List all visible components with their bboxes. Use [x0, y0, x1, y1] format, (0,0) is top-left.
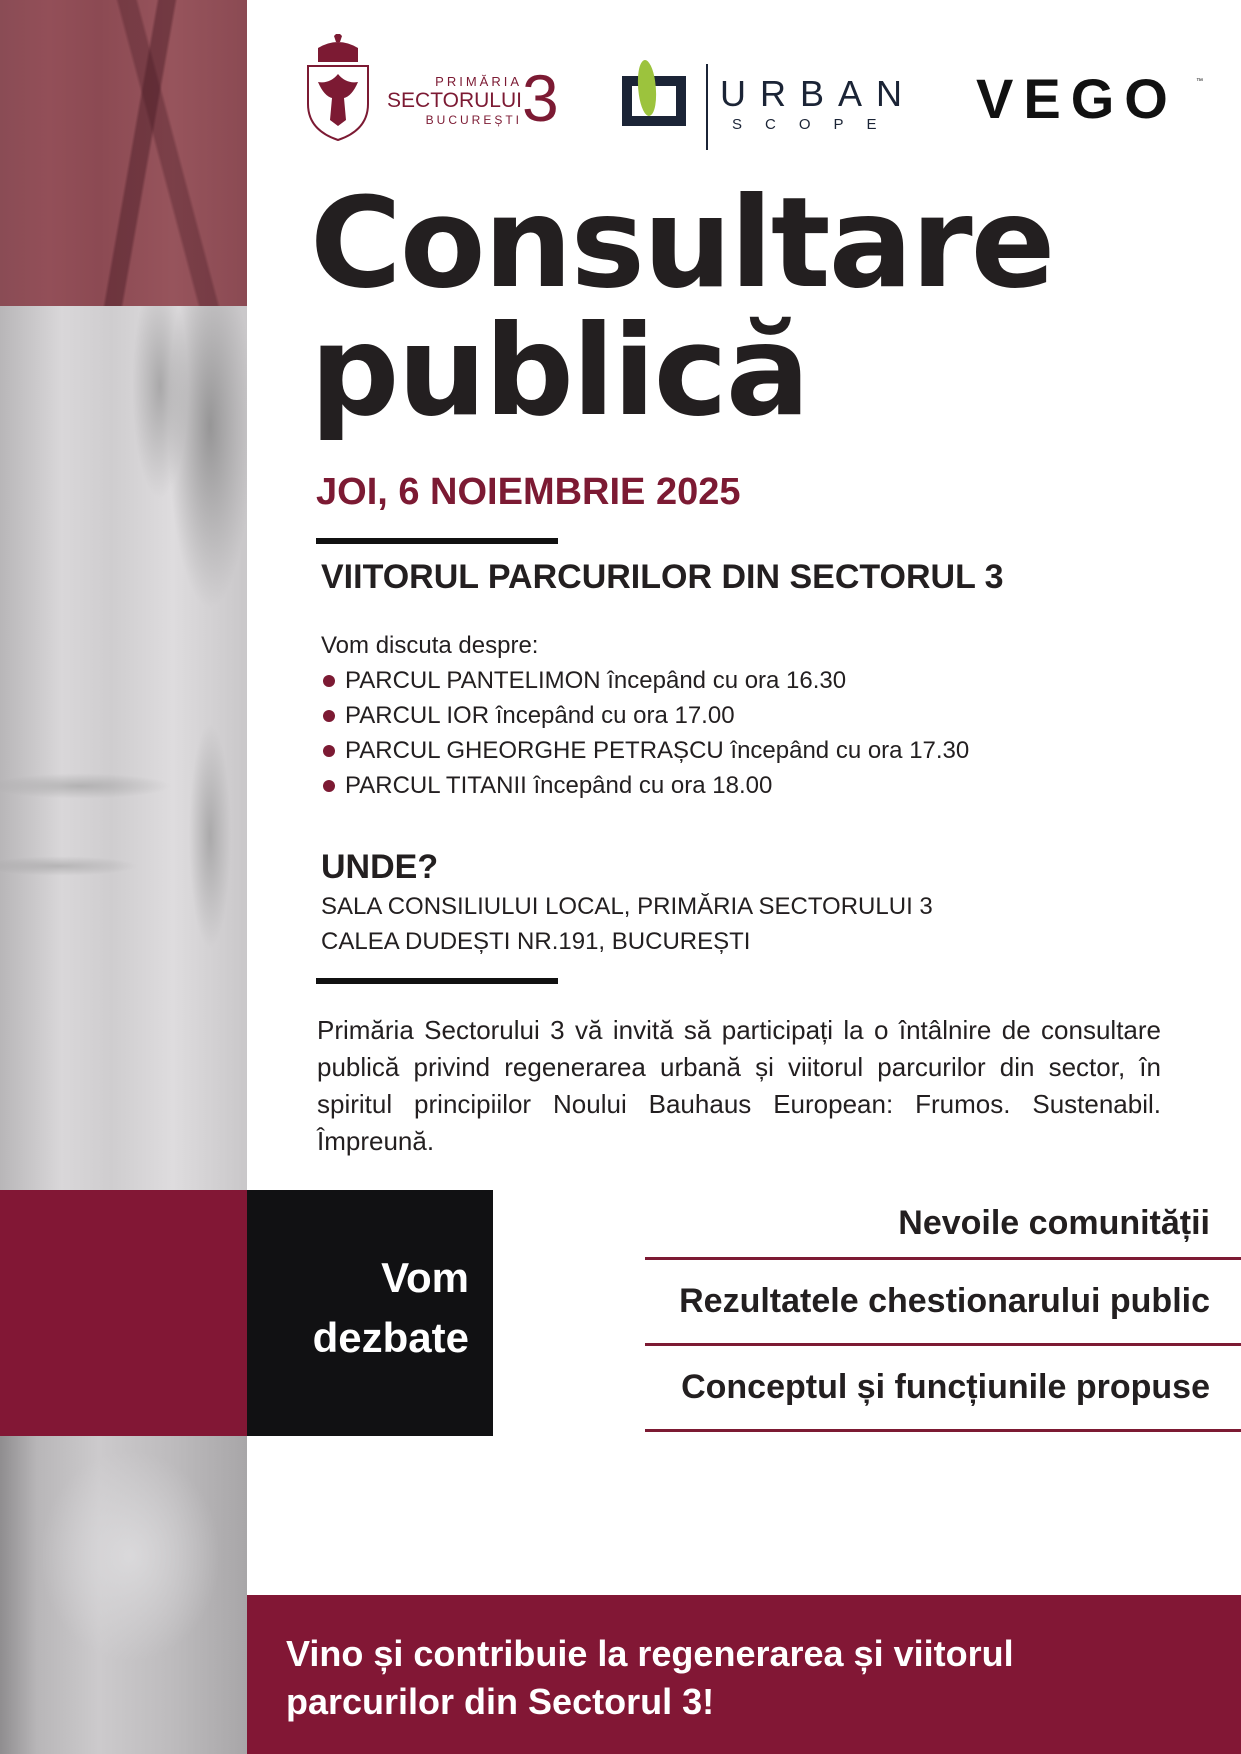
debate-heading-line1: Vom [381, 1254, 469, 1301]
agenda-item-text: PARCUL GHEORGHE PETRAȘCU începând cu ora 17.30 [345, 737, 970, 764]
event-date: JOI, 6 NOIEMBRIE 2025 [316, 471, 741, 513]
footer-cta [286, 1630, 1186, 1726]
bullet-icon [323, 710, 335, 722]
coat-of-arms-icon [304, 34, 372, 142]
debate-heading [247, 1248, 469, 1368]
primaria-line2: SECTORULUI [387, 89, 522, 112]
primaria-line3: BUCUREȘTI [425, 113, 522, 127]
agenda-item-text: PARCUL TITANII începând cu ora 18.00 [345, 772, 773, 799]
bullet-icon [323, 745, 335, 757]
agenda-item [321, 663, 969, 698]
primaria-line1: PRIMĂRIA [435, 74, 522, 89]
debate-topic: Rezultatele chestionarului public [645, 1260, 1241, 1346]
urban-wordmark: URBAN [720, 73, 917, 114]
agenda-item [321, 733, 969, 768]
side-photo-strip [0, 0, 247, 1754]
debate-topic: Nevoile comunității [645, 1190, 1241, 1260]
divider [316, 538, 558, 544]
footer-line2: parcurilor din Sectorul 3! [286, 1681, 715, 1722]
scope-wordmark: SCOPE [732, 116, 900, 133]
vego-trademark: ™ [1196, 78, 1203, 85]
agenda-item-text: PARCUL IOR începând cu ora 17.00 [345, 702, 735, 729]
title-line1: Consultare [310, 171, 1054, 316]
footer-line1: Vino și contribuie la regenerarea și viitorul [286, 1633, 1014, 1674]
event-subtitle: VIITORUL PARCURILOR DIN SECTORUL 3 [321, 558, 1004, 596]
bullet-icon [323, 675, 335, 687]
divider [316, 978, 558, 984]
agenda-item [321, 698, 969, 733]
photo-tinted-red [0, 0, 247, 306]
photo-hand-sticky-notes [0, 306, 247, 1190]
agenda [321, 628, 969, 803]
location-heading: UNDE? [321, 848, 439, 886]
vego-logo: VEGO [976, 67, 1178, 130]
footer-banner [247, 1595, 1241, 1754]
debate-heading-line2: dezbate [312, 1314, 469, 1361]
title-line2: publică [310, 299, 809, 444]
invitation-paragraph: Primăria Sectorului 3 vă invită să participați la o întâlnire de consultare publică privind regenerarea urbană și viitorul parcurilor din sector, în spiritul principiilor Noului Bauhaus European: Frumos. Sustenabil. Împreună. [317, 1015, 1161, 1156]
debate-band-red [0, 1190, 247, 1436]
primaria-wordmark [386, 74, 522, 128]
debate-topic: Conceptul și funcțiunile propuse [645, 1346, 1241, 1432]
agenda-item-text: PARCUL PANTELIMON începând cu ora 16.30 [345, 667, 847, 694]
bullet-icon [323, 780, 335, 792]
location-address: CALEA DUDEȘTI NR.191, BUCUREȘTI [321, 928, 751, 955]
debate-topics [645, 1190, 1241, 1432]
photo-notes-bottom [0, 1436, 247, 1754]
primaria-number: 3 [522, 61, 559, 135]
agenda-intro: Vom discuta despre: [321, 632, 539, 659]
logo-divider [706, 64, 708, 150]
agenda-item [321, 768, 969, 803]
urban-scope-logo [620, 58, 920, 154]
primaria-sector-3-logo [300, 34, 562, 144]
page-title [310, 171, 1054, 444]
location-venue: SALA CONSILIULUI LOCAL, PRIMĂRIA SECTORULUI 3 [321, 893, 933, 920]
